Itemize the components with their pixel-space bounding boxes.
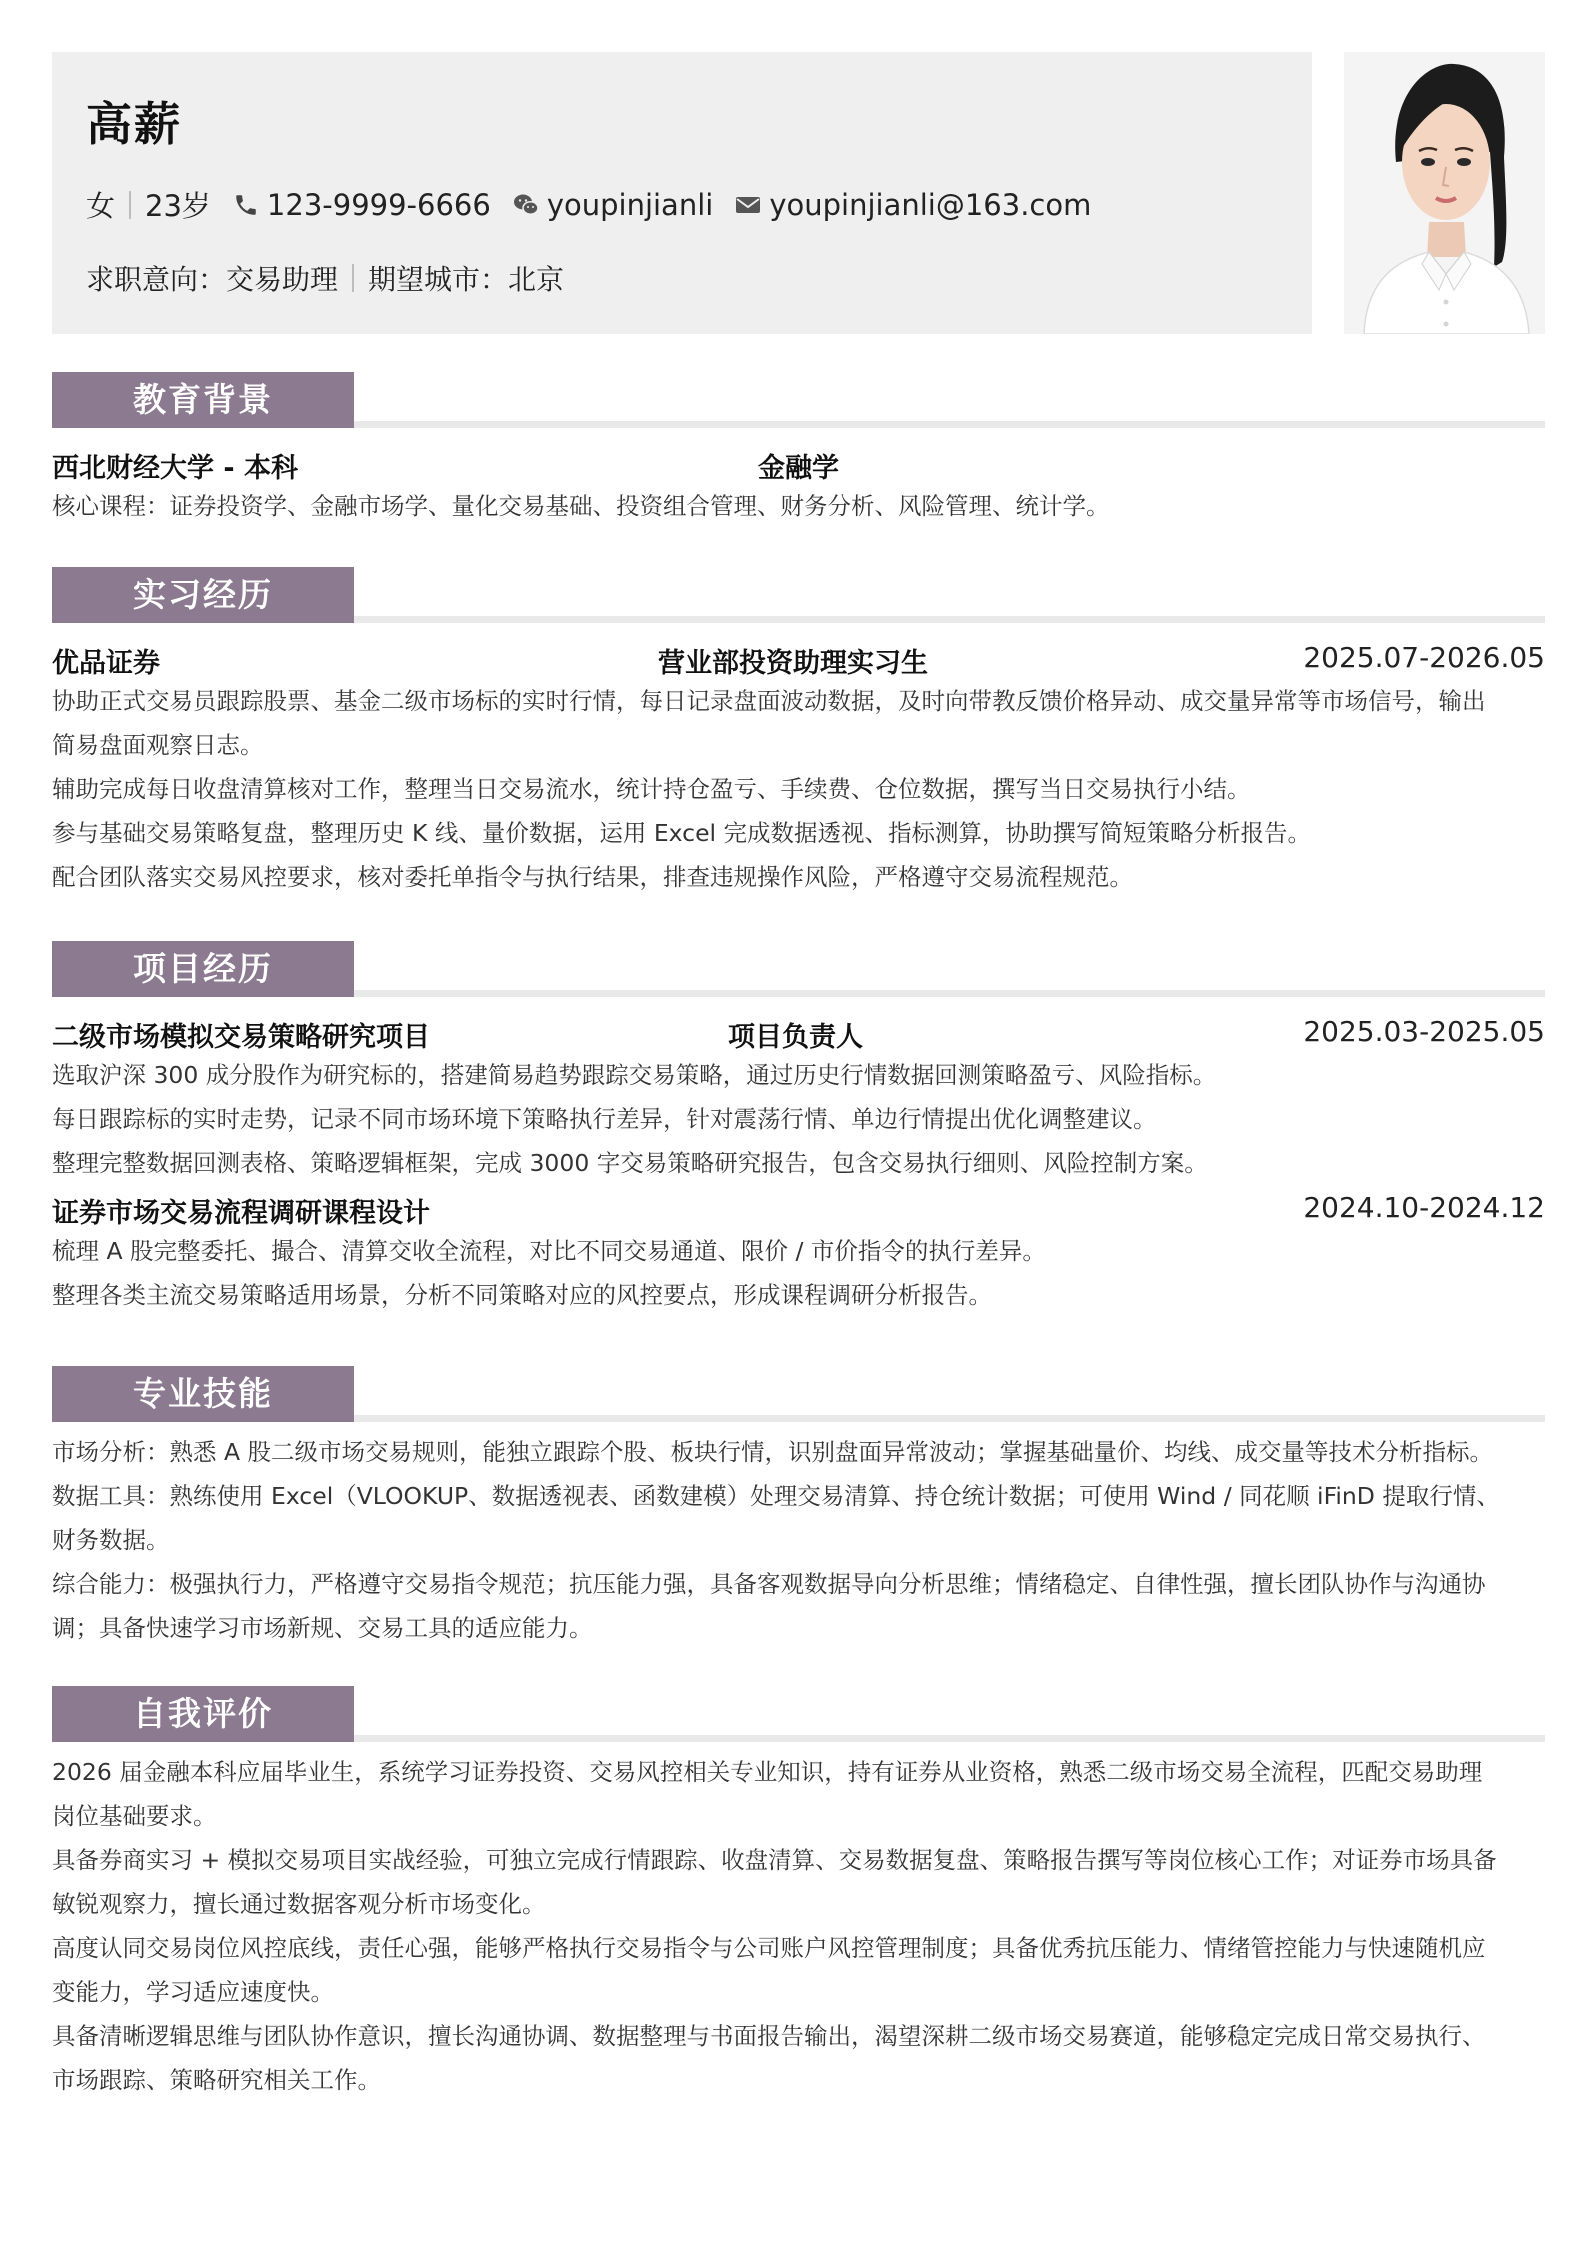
projects-section [52, 941, 1545, 1317]
section-title: 自我评价 [52, 1686, 354, 1742]
detail-line: 配合团队落实交易风控要求，核对委托单指令与执行结果，排查违规操作风险，严格遵守交易流程规范。 [52, 863, 1133, 891]
detail-line: 参与基础交易策略复盘，整理历史 K 线、量价数据，运用 Excel 完成数据透视、指标测算，协助撰写简短策略分析报告。 [52, 819, 1312, 847]
wechat-text: youpinjianli [546, 187, 714, 222]
profile-photo [1344, 52, 1545, 334]
wechat [513, 188, 714, 222]
section-title: 实习经历 [52, 567, 354, 623]
major-name: 金融学 [758, 453, 839, 484]
project-role: 项目负责人 [728, 1022, 863, 1053]
section-header [52, 1366, 1545, 1422]
section-header [52, 941, 1545, 997]
detail-line: 辅助完成每日收盘清算核对工作，整理当日交易流水，统计持仓盈亏、手续费、仓位数据，撰写当日交易执行小结。 [52, 775, 1251, 803]
self-evaluation-details [52, 1750, 1545, 2102]
project-row [52, 1009, 1545, 1053]
eval-line: 具备券商实习 + 模拟交易项目实战经验，可独立完成行情跟踪、收盘清算、交易数据复盘、策略报告撰写等岗位核心工作；对证券市场具备 [52, 1846, 1497, 1874]
education-row [52, 440, 1545, 484]
candidate-name: 高薪 [86, 97, 182, 151]
internship-details [52, 679, 1545, 899]
date-range: 2024.10-2024.12 [1303, 1191, 1545, 1224]
skill-line: 财务数据。 [52, 1526, 170, 1554]
eval-line: 市场跟踪、策略研究相关工作。 [52, 2066, 381, 2094]
section-rule [354, 990, 1545, 997]
section-title: 专业技能 [52, 1366, 354, 1422]
eval-line: 高度认同交易岗位风控底线，责任心强，能够严格执行交易指令与公司账户风控管理制度；具备优秀抗压能力、情绪管控能力与快速随机应 [52, 1934, 1486, 1962]
eval-line: 2026 届金融本科应届毕业生，系统学习证券投资、交易风控相关专业知识，持有证券从业资格，熟悉二级市场交易全流程，匹配交易助理 [52, 1758, 1483, 1786]
detail-line: 整理各类主流交易策略适用场景，分析不同策略对应的风控要点，形成课程调研分析报告。 [52, 1281, 992, 1309]
job-intent: 求职意向：交易助理 [86, 263, 339, 296]
internship-section [52, 567, 1545, 899]
mail-icon [735, 194, 761, 216]
intent-row [86, 258, 564, 298]
date-range: 2025.03-2025.05 [1303, 1015, 1545, 1048]
section-rule [354, 616, 1545, 623]
date-range: 2025.07-2026.05 [1303, 641, 1545, 674]
section-rule [354, 421, 1545, 428]
section-title: 项目经历 [52, 941, 354, 997]
profile-header [52, 52, 1312, 334]
section-header [52, 372, 1545, 428]
project-details [52, 1053, 1545, 1185]
expected-city: 期望城市：北京 [368, 263, 565, 296]
education-courses [52, 484, 1545, 528]
phone-text: 123-9999-6666 [266, 187, 491, 222]
phone [233, 188, 491, 222]
eval-line: 具备清晰逻辑思维与团队协作意识，擅长沟通协调、数据整理与书面报告输出，渴望深耕二级市场交易赛道，能够稳定完成日常交易执行、 [52, 2022, 1486, 2050]
section-header [52, 1686, 1545, 1742]
age-text: 23岁 [145, 189, 211, 223]
eval-line: 敏锐观察力，擅长通过数据客观分析市场变化。 [52, 1890, 546, 1918]
section-title: 教育背景 [52, 372, 354, 428]
skills-details [52, 1430, 1545, 1650]
age [145, 184, 211, 225]
gender: 女 [86, 189, 116, 223]
email [735, 188, 1091, 222]
school-name: 西北财经大学 - 本科 [52, 453, 299, 484]
project-details [52, 1229, 1545, 1317]
email-text: youpinjianli@163.com [769, 187, 1092, 222]
phone-icon [233, 192, 259, 218]
project-row [52, 1185, 1545, 1229]
self-evaluation-section [52, 1686, 1545, 2102]
detail-line: 每日跟踪标的实时走势，记录不同市场环境下策略执行差异，针对震荡行情、单边行情提出优化调整建议。 [52, 1105, 1157, 1133]
education-section [52, 372, 1545, 528]
detail-line: 梳理 A 股完整委托、撮合、清算交收全流程，对比不同交易通道、限价 / 市价指令的执行差异。 [52, 1237, 1046, 1265]
contact-row [86, 184, 1113, 225]
detail-line: 协助正式交易员跟踪股票、基金二级市场标的实时行情，每日记录盘面波动数据，及时向带教反馈价格异动、成交量异常等市场信号，输出 [52, 687, 1486, 715]
skill-line: 调；具备快速学习市场新规、交易工具的适应能力。 [52, 1614, 593, 1642]
courses-text: 核心课程：证券投资学、金融市场学、量化交易基础、投资组合管理、财务分析、风险管理、统计学。 [52, 492, 1110, 520]
internship-row [52, 635, 1545, 679]
skill-line: 综合能力：极强执行力，严格遵守交易指令规范；抗压能力强，具备客观数据导向分析思维；情绪稳定、自律性强，擅长团队协作与沟通协 [52, 1570, 1486, 1598]
divider [129, 191, 131, 219]
skill-line: 数据工具：熟练使用 Excel（VLOOKUP、数据透视表、函数建模）处理交易清算、持仓统计数据；可使用 Wind / 同花顺 iFinD 提取行情、 [52, 1482, 1500, 1510]
section-rule [354, 1735, 1545, 1742]
eval-line: 变能力，学习适应速度快。 [52, 1978, 334, 2006]
role-name: 营业部投资助理实习生 [658, 648, 928, 679]
detail-line: 选取沪深 300 成分股作为研究标的，搭建简易趋势跟踪交易策略，通过历史行情数据回测策略盈亏、风险指标。 [52, 1061, 1217, 1089]
project-name: 证券市场交易流程调研课程设计 [52, 1198, 430, 1229]
section-rule [354, 1415, 1545, 1422]
company-name: 优品证券 [52, 648, 160, 679]
section-header [52, 567, 1545, 623]
project-name: 二级市场模拟交易策略研究项目 [52, 1022, 430, 1053]
eval-line: 岗位基础要求。 [52, 1802, 217, 1830]
detail-line: 整理完整数据回测表格、策略逻辑框架，完成 3000 字交易策略研究报告，包含交易执行细则、风险控制方案。 [52, 1149, 1208, 1177]
detail-line: 简易盘面观察日志。 [52, 731, 264, 759]
skills-section [52, 1366, 1545, 1650]
divider [352, 264, 354, 292]
skill-line: 市场分析：熟悉 A 股二级市场交易规则，能独立跟踪个股、板块行情，识别盘面异常波动；掌握基础量价、均线、成交量等技术分析指标。 [52, 1438, 1494, 1466]
wechat-icon [513, 193, 539, 217]
portrait-image [1344, 52, 1545, 334]
